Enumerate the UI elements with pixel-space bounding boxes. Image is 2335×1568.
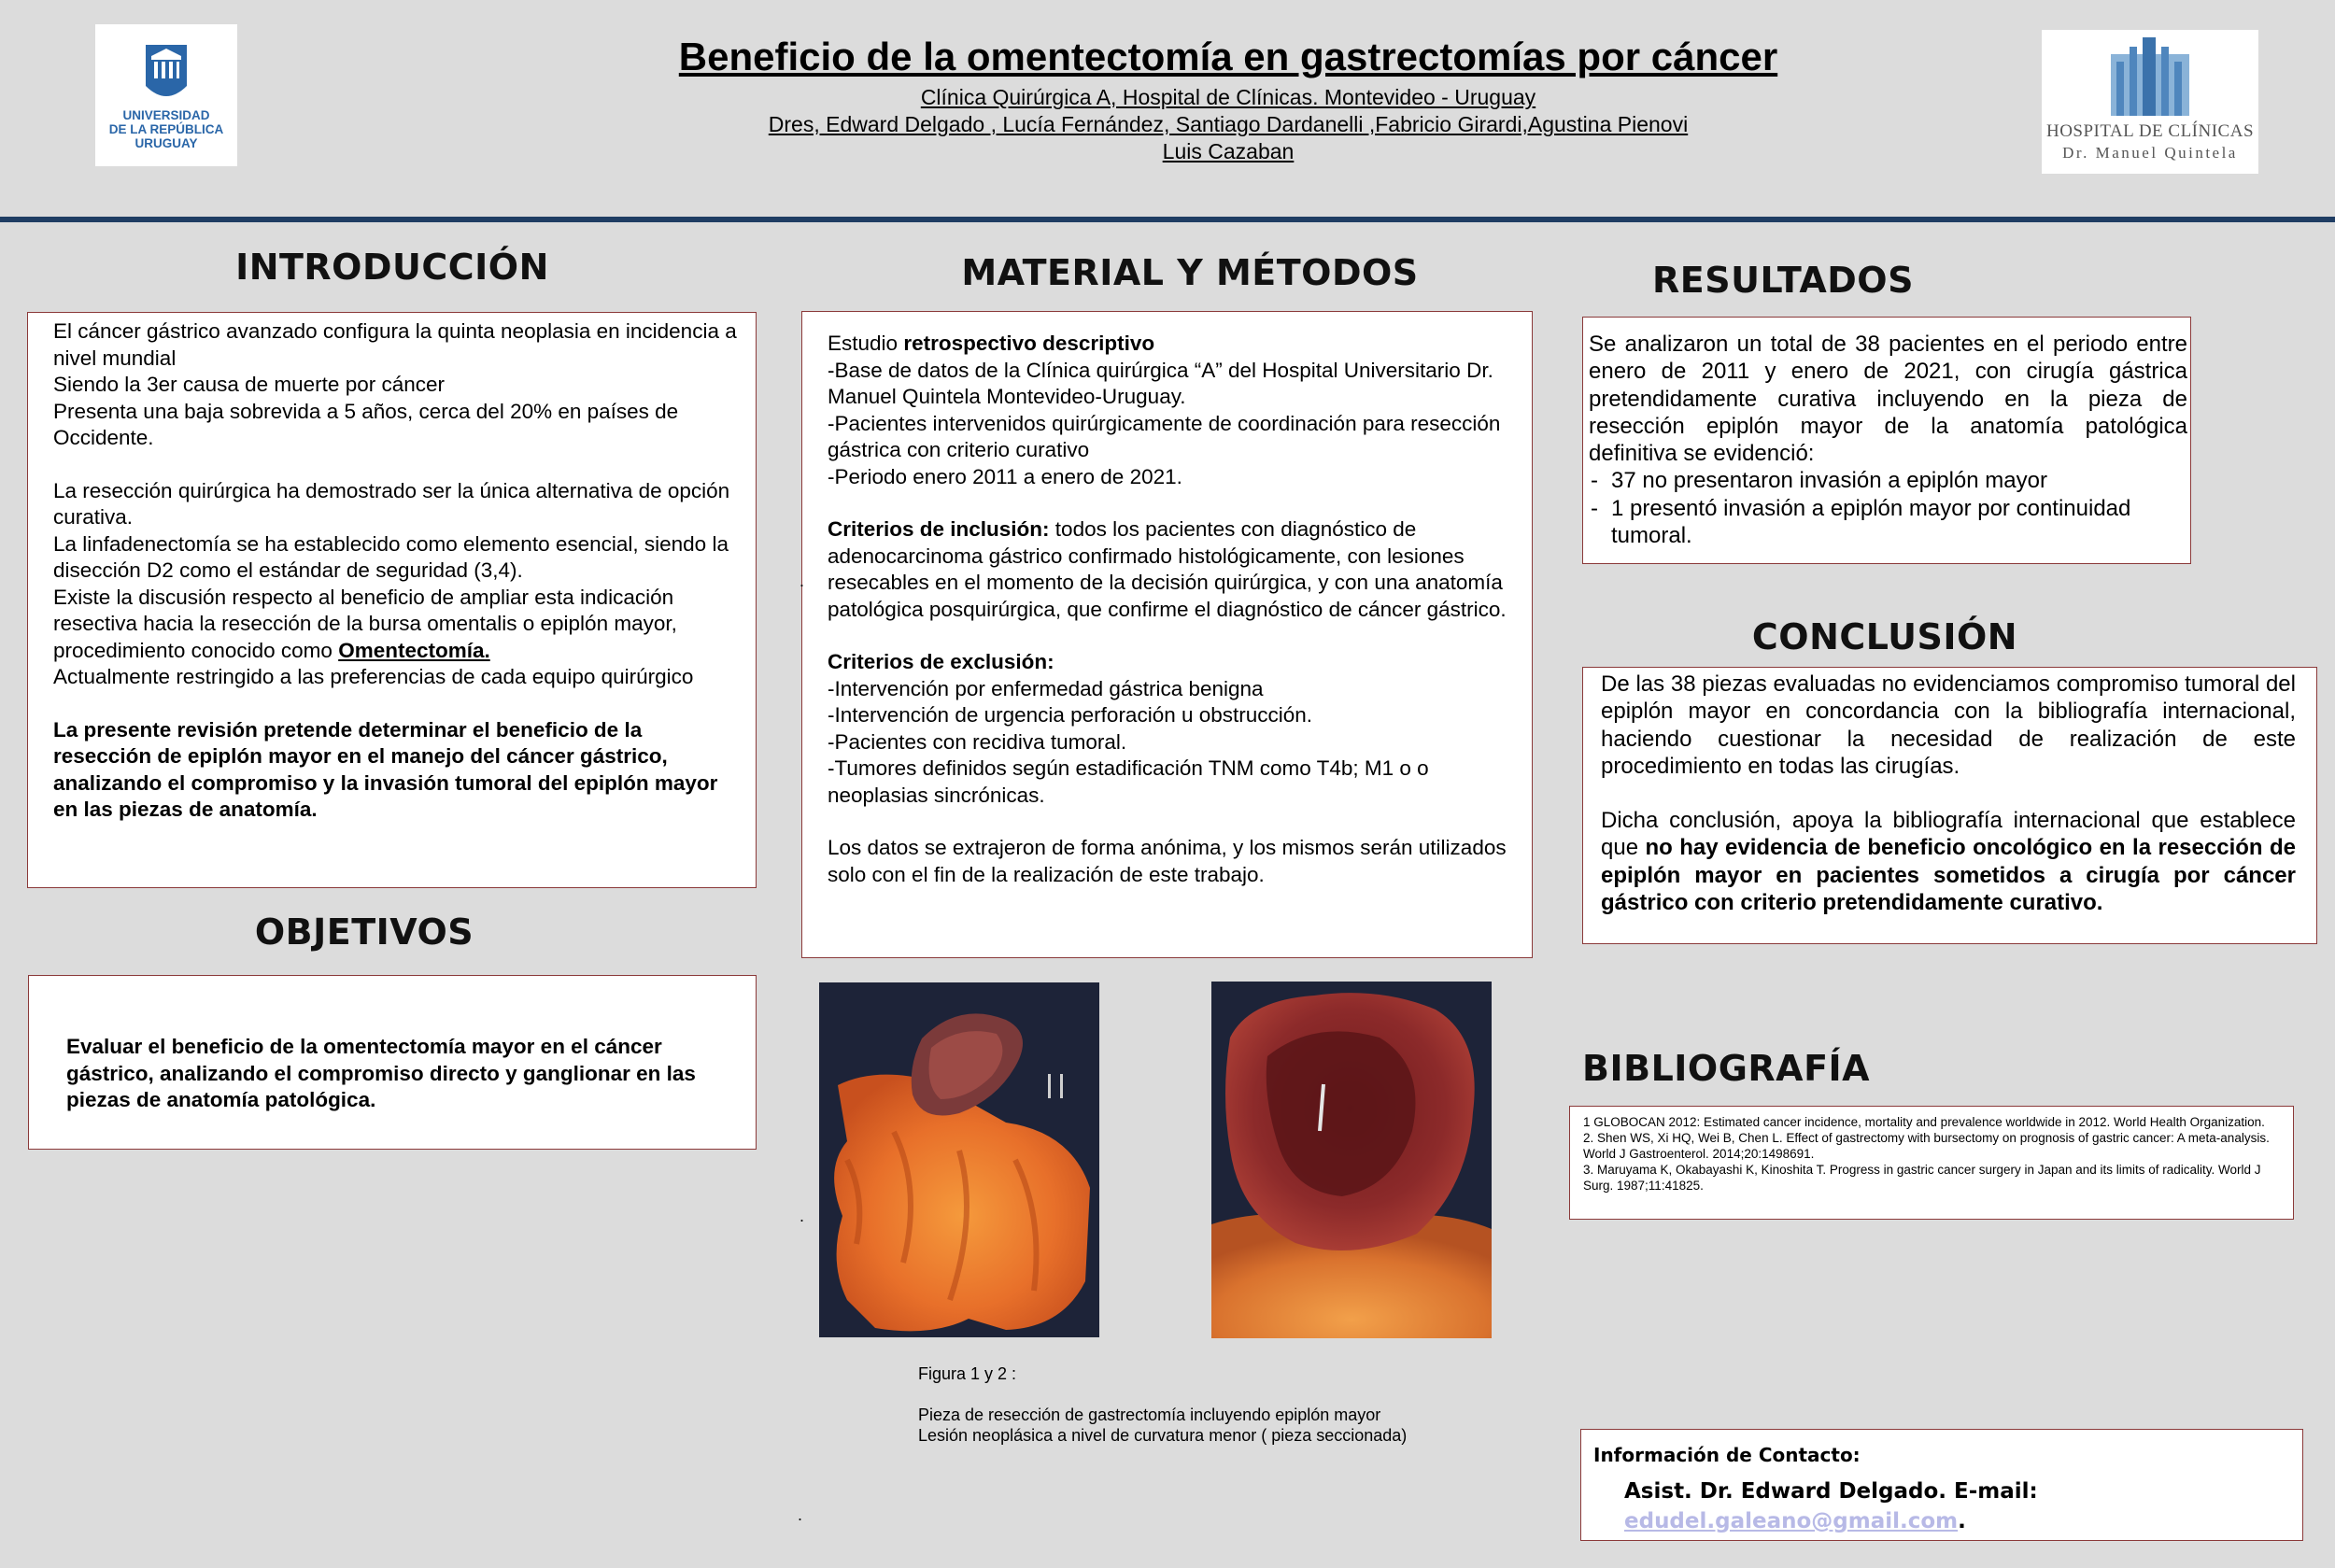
metodos-box [801, 311, 1533, 958]
intro-box [27, 312, 757, 888]
header-line: Clínica Quirúrgica A, Hospital de Clínicas. Montevideo - Uruguay [920, 85, 1536, 109]
metodos-heading: MATERIAL Y MÉTODOS [961, 252, 1419, 293]
figure-2-photo [1211, 982, 1492, 1338]
header-line: Dres, Edward Delgado , Lucía Fernández, Santiago Dardanelli ,Fabricio Girardi,Agustina Pienovi [768, 112, 1689, 136]
objetivos-text: Evaluar el beneficio de la omentectomía mayor en el cáncer gástrico, analizando el compromiso directo y ganglionar en las piezas de anatomía patológica. [66, 1035, 696, 1111]
study-prefix: Estudio [828, 332, 904, 355]
exclusion-label: Criterios de exclusión: [828, 650, 1054, 673]
logo-hospital [2042, 30, 2258, 174]
hospital-building-icon [2042, 34, 2258, 120]
metodos-line: -Pacientes intervenidos quirúrgicamente de coordinación para resección gástrica con criterio curativo [828, 411, 1501, 461]
conclusion-prefix: Dicha conclusión, apoya la bibliografía internacional que establece que [1601, 808, 2296, 861]
metodos-line: -Periodo enero 2011 a enero de 2021. [828, 464, 1182, 488]
figure-caption-line: Lesión neoplásica a nivel de curvatura menor ( pieza seccionada) [918, 1426, 1408, 1445]
exclusion-line: -Intervención de urgencia perforación u obstrucción. [828, 703, 1313, 727]
intro-text: La resección quirúrgica ha demostrado ser la única alternativa de opción curativa. [53, 478, 730, 529]
resultados-item: - 37 no presentaron invasión a epiplón mayor [1589, 467, 2187, 494]
reference: 1 GLOBOCAN 2012: Estimated cancer incidence, mortality and prevalence worldwide in 2012. World Health Organization. [1583, 1115, 2265, 1129]
conclusion-heading: CONCLUSIÓN [1751, 616, 2018, 657]
inclusion-text: todos los pacientes con diagnóstico de adenocarcinoma gástrico confirmado histológicamente, con lesiones resecables en el momento de la decisión quirúrgica, y con una anatomía patológica posquirúrgica, que confirme el diagnóstico de cáncer gástrico. [828, 517, 1507, 621]
reference: 2. Shen WS, Xi HQ, Wei B, Chen L. Effect of gastrectomy with bursectomy on prognosis of gastric cancer: A meta-analysis. World J Gastroenterol. 2014;20:1498691. [1583, 1131, 2270, 1161]
logo-left-line: UNIVERSIDAD [122, 108, 210, 122]
reference: 3. Maruyama K, Okabayashi K, Kinoshita T. Progress in gastric cancer surgery in Japan and its limits of radicality. World J Surg. 1987;11:41825. [1583, 1163, 2261, 1193]
resultados-item: - 1 presentó invasión a epiplón mayor por continuidad tumoral. [1589, 495, 2187, 550]
intro-text: Siendo la 3er causa de muerte por cáncer [53, 373, 445, 396]
exclusion-line: -Tumores definidos según estadificación TNM como T4b; M1 o o neoplasias sincrónicas. [828, 756, 1429, 807]
conclusion-text: De las 38 piezas evaluadas no evidenciamos compromiso tumoral del epiplón mayor en concordancia con la bibliografía internacional, haciendo cuestionar la necesidad de realización de este procedimiento en todas las cirugías. [1601, 671, 2296, 779]
conclusion-box [1582, 667, 2317, 944]
inclusion-label: Criterios de inclusión: [828, 517, 1050, 541]
contact-box [1580, 1429, 2303, 1541]
metodos-line: -Base de datos de la Clínica quirúrgica “A” del Hospital Universitario Dr. Manuel Quintela Montevideo-Uruguay. [828, 358, 1493, 408]
logo-left-line: DE LA REPÚBLICA [108, 122, 224, 136]
stray-mark: . [800, 572, 805, 590]
logo-right-line: Dr. Manuel Quintela [2062, 144, 2238, 162]
university-crest-icon [95, 34, 237, 114]
header-subtitle [523, 84, 1933, 165]
contact-email-suffix: . [1958, 1509, 1966, 1533]
header-rule [0, 217, 2335, 222]
intro-text: El cáncer gástrico avanzado configura la quinta neoplasia en incidencia a nivel mundial [53, 319, 737, 370]
logo-left-line: URUGUAY [134, 136, 198, 150]
metodos-final: Los datos se extrajeron de forma anónima, y los mismos serán utilizados solo con el fin de la realización de este trabajo. [828, 836, 1507, 886]
stray-mark: . [800, 1207, 805, 1225]
intro-text: La linfadenectomía se ha establecido como elemento esencial, siendo la disección D2 como el estándar de seguridad (3,4). [53, 531, 729, 582]
intro-text: Presenta una baja sobrevida a 5 años, cerca del 20% en países de Occidente. [53, 399, 679, 449]
objetivos-heading: OBJETIVOS [254, 911, 474, 953]
logo-right-line: HOSPITAL DE CLÍNICAS [2045, 121, 2255, 141]
resultados-heading: RESULTADOS [1652, 260, 1914, 301]
intro-heading: INTRODUCCIÓN [235, 247, 549, 288]
bibliografia-box [1569, 1106, 2294, 1220]
conclusion-key-finding: no hay evidencia de beneficio oncológico en la resección de epiplón mayor en pacientes sometidos a cirugía por cáncer gástrico con criterio pretendidamente curativo. [1601, 835, 2297, 916]
exclusion-line: -Intervención por enfermedad gástrica benigna [828, 676, 1264, 700]
logo-universidad [95, 24, 237, 166]
figure-label: Figura 1 y 2 : [918, 1364, 1017, 1383]
figure-1-photo [819, 982, 1099, 1337]
conclusion-text [1601, 807, 2296, 916]
poster-title: Beneficio de la omentectomía en gastrectomías por cáncer [678, 35, 1778, 78]
study-type: retrospectivo descriptivo [903, 332, 1155, 355]
contact-email-link[interactable]: edudel.galeano@gmail.com [1624, 1509, 1959, 1533]
exclusion-line: -Pacientes con recidiva tumoral. [828, 729, 1127, 754]
resultados-text: Se analizaron un total de 38 pacientes en el periodo entre enero de 2011 y enero de 2021, con cirugía gástrica pretendidamente curativa incluyendo en la pieza de resección epiplón mayor de la anatomía patológica definitiva se evidenció: [1589, 332, 2187, 467]
figure-caption [918, 1363, 1572, 1446]
omentectomia-term: Omentectomía. [338, 638, 490, 662]
intro-text [53, 585, 737, 665]
objetivos-box [28, 975, 757, 1150]
contact-title: Información de Contacto: [1593, 1444, 1861, 1466]
figure-caption-line: Pieza de resección de gastrectomía incluyendo epiplón mayor [918, 1406, 1381, 1424]
bibliografia-heading: BIBLIOGRAFÍA [1582, 1048, 1871, 1089]
header-line: Luis Cazaban [1162, 139, 1295, 163]
study-design [828, 331, 1513, 358]
intro-text: Actualmente restringido a las preferencias de cada equipo quirúrgico [53, 665, 694, 688]
resultados-list [1589, 467, 2187, 549]
inclusion-criteria [828, 516, 1513, 623]
contact-name: Asist. Dr. Edward Delgado. E-mail: [1624, 1479, 2038, 1504]
intro-aim: La presente revisión pretende determinar el beneficio de la resección de epiplón mayor en el manejo del cáncer gástrico, analizando el compromiso y la invasión tumoral del epiplón mayor en las piezas de anatomía. [53, 717, 718, 821]
stray-mark: . [798, 1505, 803, 1524]
resultados-box [1582, 317, 2191, 564]
intro-text-inline: Existe la discusión respecto al beneficio de ampliar esta indicación resectiva hacia la resección de la bursa omentalis o epiplón mayor, procedimiento conocido como [53, 585, 677, 662]
